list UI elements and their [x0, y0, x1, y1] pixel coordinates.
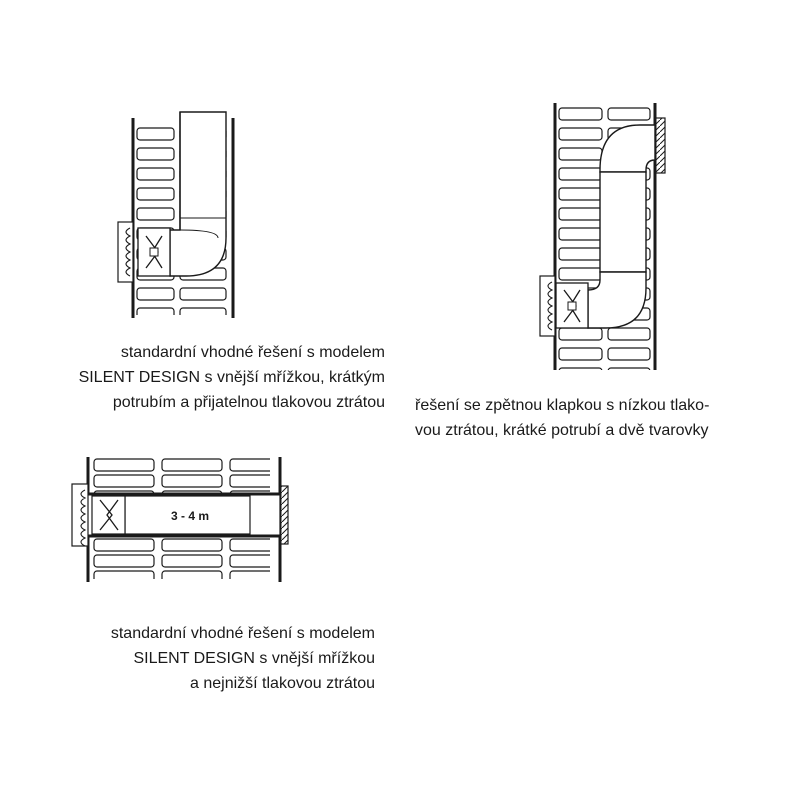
diagram-1-wall-section: [118, 112, 233, 318]
duct-length-label: 3 - 4 m: [170, 509, 210, 523]
fan-unit: [92, 496, 125, 534]
caption-line: standardní vhodné řešení s modelem: [120, 344, 385, 361]
caption-line: vou ztrátou, krátké potrubí a dvě tvarovky: [415, 422, 709, 439]
diagram-2-caption: [415, 393, 800, 443]
outlet-grille: [280, 486, 288, 544]
diagram-3-wall-section: [72, 457, 288, 582]
caption-line: SILENT DESIGN s vnější mřížkou: [133, 650, 375, 667]
caption-line: a nejnižší tlakovou ztrátou: [190, 675, 375, 692]
caption-line: SILENT DESIGN s vnější mřížkou, krátkým: [78, 369, 385, 386]
caption-line: potrubím a přijatelnou tlakovou ztrátou: [112, 394, 385, 411]
caption-line: standardní vhodné řešení s modelem: [110, 625, 375, 642]
duct-vertical: [600, 172, 646, 272]
diagram-2-wall-section: [540, 103, 665, 370]
outlet-grille: [655, 118, 665, 173]
diagram-1-caption: [0, 340, 385, 415]
diagram-3-caption: [0, 621, 375, 696]
external-grille: [72, 484, 88, 546]
caption-line: řešení se zpětnou klapkou s nízkou tlako-: [415, 397, 710, 414]
